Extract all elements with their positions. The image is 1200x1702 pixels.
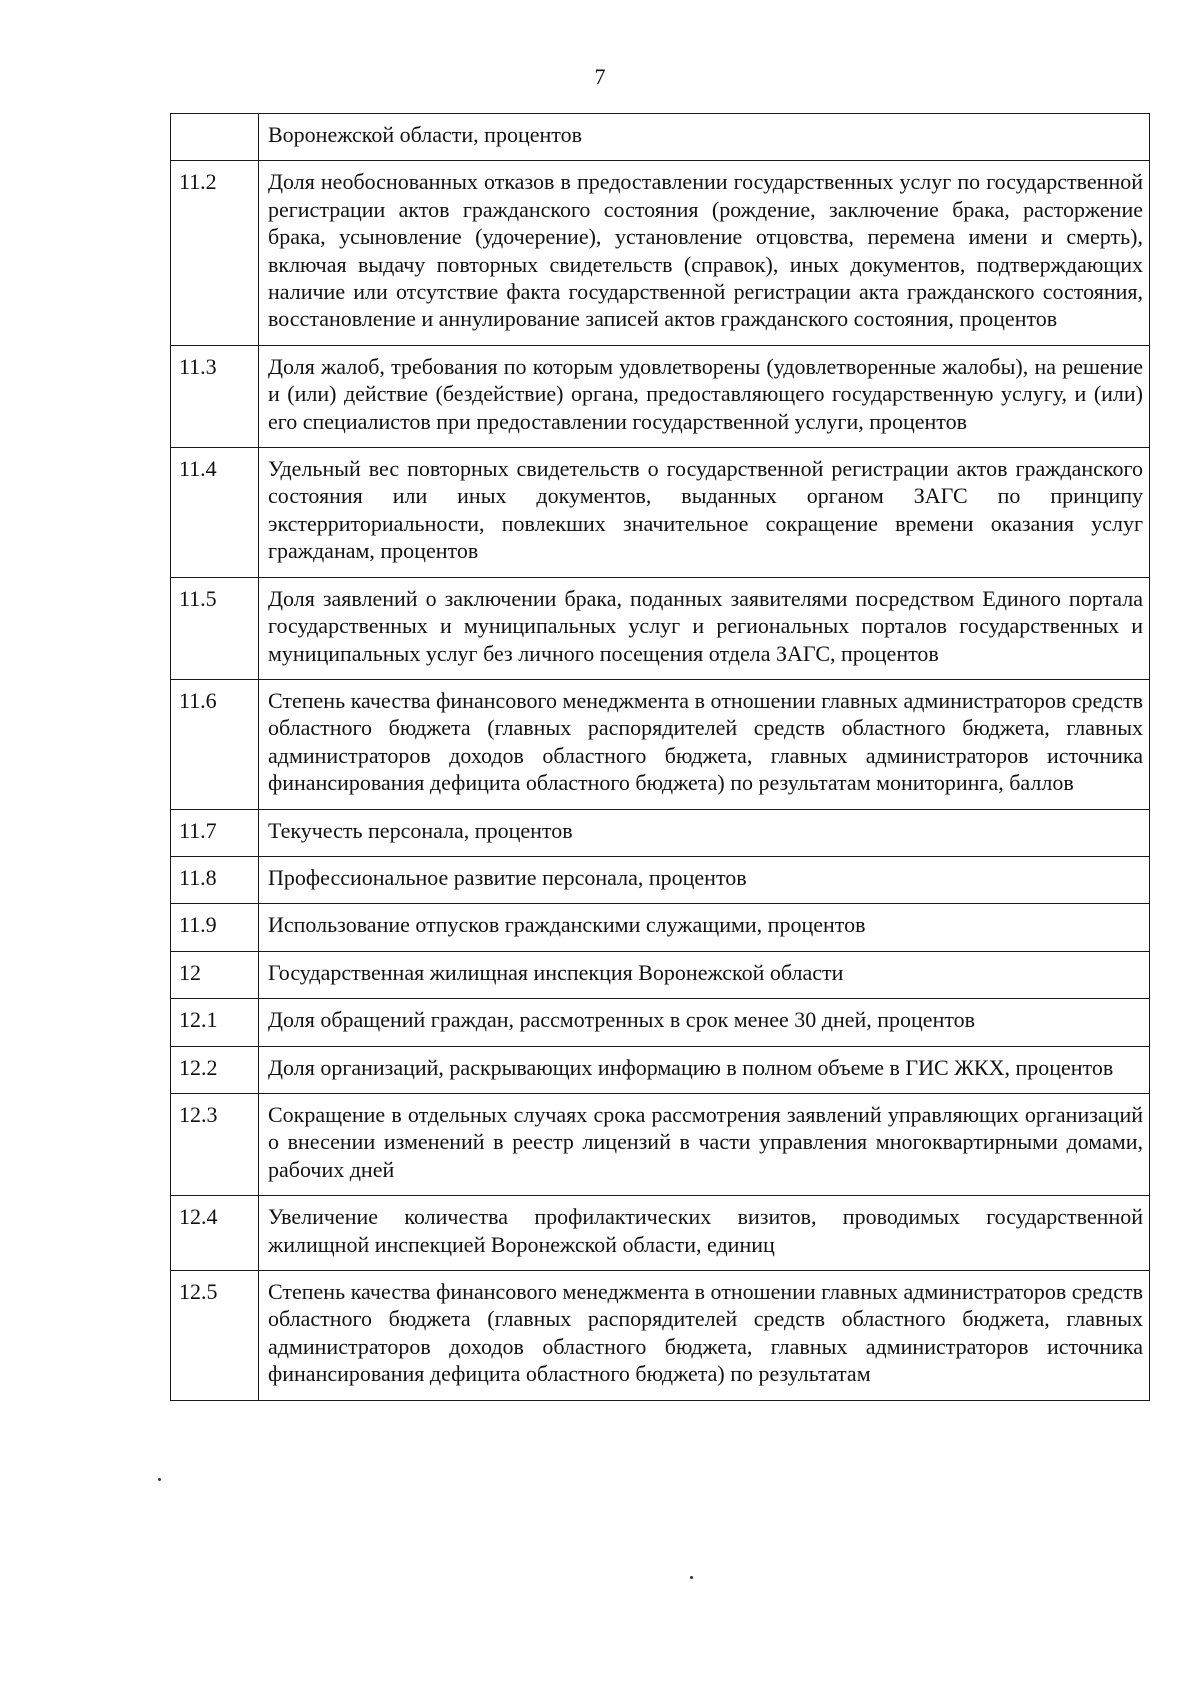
row-text: Государственная жилищная инспекция Воронежской области	[259, 951, 1150, 998]
row-number: 11.7	[171, 809, 259, 856]
row-text: Использование отпусков гражданскими служащими, процентов	[259, 904, 1150, 951]
row-number	[171, 114, 259, 161]
row-text: Степень качества финансового менеджмента в отношении главных администраторов средств областного бюджета (главных распорядителей средств областного бюджета, главных администраторов доходов областного бюджета, главных администраторов источника финансирования дефицита областного бюджета) по результатам	[259, 1271, 1150, 1401]
row-number: 12.3	[171, 1093, 259, 1195]
page-number: 7	[594, 64, 606, 89]
row-text: Увеличение количества профилактических визитов, проводимых государственной жилищной инспекцией Воронежской области, единиц	[259, 1196, 1150, 1271]
row-text: Сокращение в отдельных случаях срока рассмотрения заявлений управляющих организаций о внесении изменений в реестр лицензий в части управления многоквартирными домами, рабочих дней	[259, 1093, 1150, 1195]
table-row	[171, 856, 1150, 903]
table-row	[171, 1196, 1150, 1271]
table-row	[171, 1046, 1150, 1093]
row-number: 11.2	[171, 161, 259, 345]
row-text: Доля организаций, раскрывающих информацию в полном объеме в ГИС ЖКХ, процентов	[259, 1046, 1150, 1093]
table-row	[171, 161, 1150, 345]
row-text: Степень качества финансового менеджмента в отношении главных администраторов средств областного бюджета (главных распорядителей средств областного бюджета, главных администраторов доходов областного бюджета, главных администраторов источника финансирования дефицита областного бюджета) по результатам мониторинга, баллов	[259, 679, 1150, 809]
scan-speck	[690, 1576, 693, 1579]
row-text: Воронежской области, процентов	[259, 114, 1150, 161]
table-row	[171, 999, 1150, 1046]
row-text: Доля обращений граждан, рассмотренных в срок менее 30 дней, процентов	[259, 999, 1150, 1046]
row-text: Профессиональное развитие персонала, процентов	[259, 856, 1150, 903]
row-number: 12.5	[171, 1271, 259, 1401]
table-row	[171, 904, 1150, 951]
scan-speck	[158, 1478, 161, 1481]
row-number: 12.4	[171, 1196, 259, 1271]
row-number: 11.5	[171, 577, 259, 679]
row-number: 12	[171, 951, 259, 998]
table-row	[171, 114, 1150, 161]
row-number: 12.2	[171, 1046, 259, 1093]
table-row	[171, 577, 1150, 679]
row-number: 11.9	[171, 904, 259, 951]
row-number: 11.3	[171, 345, 259, 447]
row-number: 11.6	[171, 679, 259, 809]
table-row	[171, 1093, 1150, 1195]
row-number: 12.1	[171, 999, 259, 1046]
row-text: Доля жалоб, требования по которым удовлетворены (удовлетворенные жалобы), на решение и (или) действие (бездействие) органа, предоставляющего государственную услугу, и (или) его специалистов при предоставлении государственной услуги, процентов	[259, 345, 1150, 447]
row-number: 11.4	[171, 448, 259, 578]
table-row	[171, 448, 1150, 578]
table-row	[171, 679, 1150, 809]
table-row	[171, 951, 1150, 998]
table-row	[171, 1271, 1150, 1401]
row-text: Доля заявлений о заключении брака, поданных заявителями посредством Единого портала государственных и муниципальных услуг и региональных порталов государственных и муниципальных услуг без личного посещения отдела ЗАГС, процентов	[259, 577, 1150, 679]
row-number: 11.8	[171, 856, 259, 903]
table-row	[171, 345, 1150, 447]
row-text: Доля необоснованных отказов в предоставлении государственных услуг по государственной регистрации актов гражданского состояния (рождение, заключение брака, расторжение брака, усыновление (удочерение), установление отцовства, перемена имени и смерть), включая выдачу повторных свидетельств (справок), иных документов, подтверждающих наличие или отсутствие факта государственной регистрации акта гражданского состояния, восстановление и аннулирование записей актов гражданского состояния, процентов	[259, 161, 1150, 345]
row-text: Удельный вес повторных свидетельств о государственной регистрации актов гражданского состояния или иных документов, выданных органом ЗАГС по принципу экстерриториальности, повлекших значительное сокращение времени оказания услуг гражданам, процентов	[259, 448, 1150, 578]
table-row	[171, 809, 1150, 856]
row-text: Текучесть персонала, процентов	[259, 809, 1150, 856]
indicators-table	[170, 113, 1150, 1401]
